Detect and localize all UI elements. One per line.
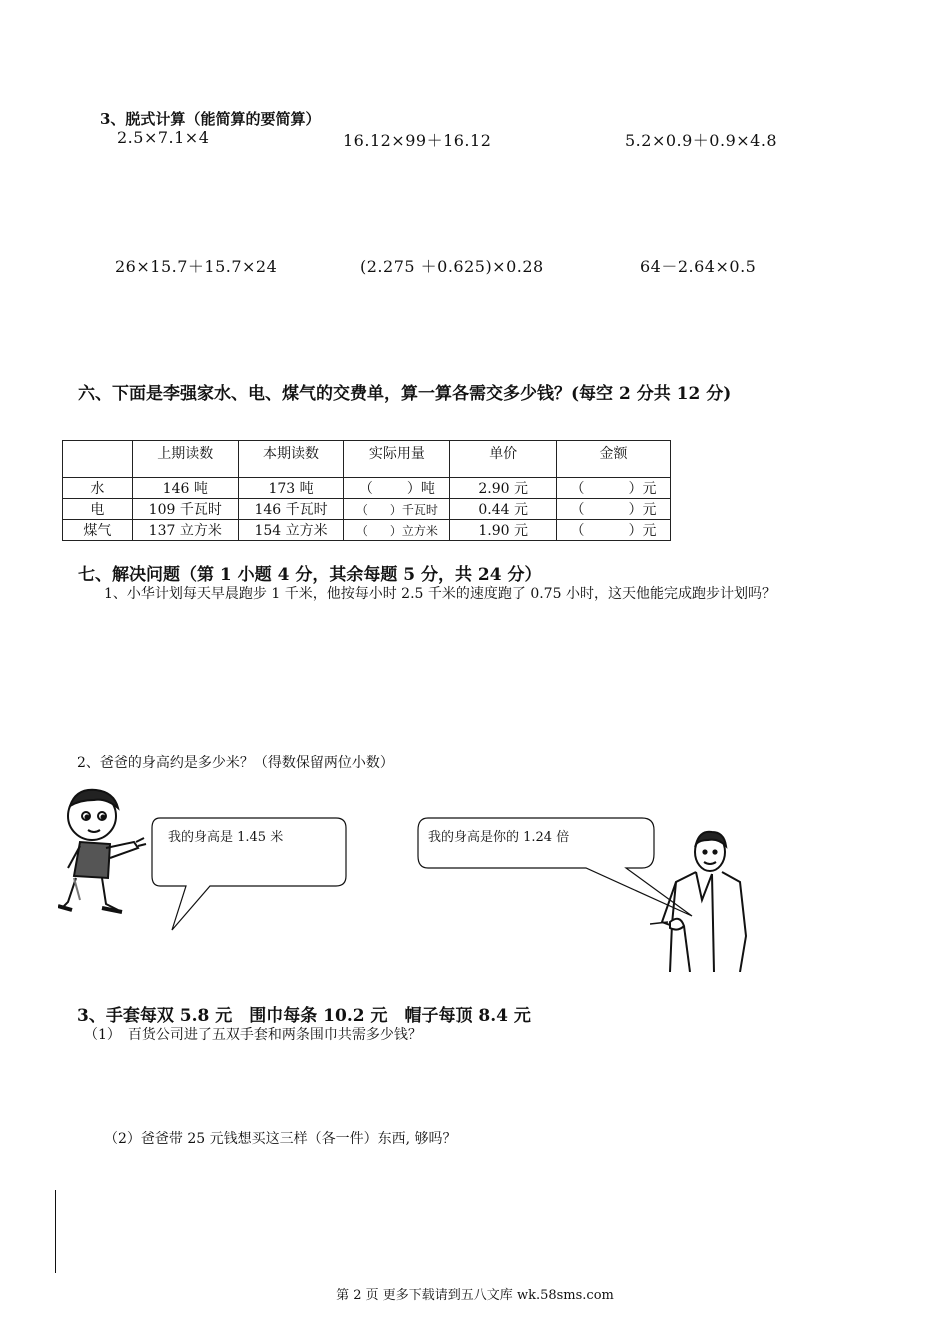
calc-expression: 64－2.64×0.5 <box>640 257 757 276</box>
blank-unit: ）元 <box>628 481 657 497</box>
section-7-heading: 七、解决问题（第 1 小题 4 分，其余每题 5 分，共 24 分） <box>78 565 542 585</box>
blank-unit: ）千瓦时 <box>389 502 438 517</box>
table-header-cell <box>63 441 133 478</box>
curr-reading: 173 吨 <box>238 478 344 499</box>
question-2: 2、爸爸的身高约是多少米？（得数保留两位小数） <box>77 755 394 771</box>
blank-unit: ）元 <box>628 502 657 518</box>
blank-unit: ）吨 <box>406 481 435 497</box>
question-3-part-1: （1） 百货公司进了五双手套和两条围巾共需多少钱？ <box>84 1027 422 1043</box>
table-header-row <box>63 441 671 478</box>
blank-open: （ <box>358 481 373 497</box>
usage-blank[interactable] <box>344 499 450 520</box>
page-footer: 第 2 页 更多下载请到五八文库 wk.58sms.com <box>336 1288 614 1303</box>
utility-bill-table <box>62 440 671 541</box>
calc-expression: 2.5×7.1×4 <box>117 128 210 147</box>
margin-line <box>55 1190 56 1273</box>
blank-open: （ <box>355 523 368 538</box>
calc-expression: 16.12×99＋16.12 <box>343 131 492 150</box>
usage-blank[interactable] <box>344 478 450 499</box>
prev-reading: 146 吨 <box>132 478 238 499</box>
amount-blank[interactable] <box>557 478 671 499</box>
calc-expression: 26×15.7＋15.7×24 <box>115 257 278 276</box>
blank-unit: ）元 <box>628 523 657 539</box>
boy-figure-illustration <box>58 786 150 918</box>
father-figure-illustration <box>650 826 748 972</box>
question-3-heading: 3、手套每双 5.8 元 围巾每条 10.2 元 帽子每顶 8.4 元 <box>77 1006 531 1026</box>
row-label: 电 <box>63 499 133 520</box>
table-header-cell: 金额 <box>557 441 671 478</box>
blank-open: （ <box>570 523 585 539</box>
question-1: 1、小华计划每天早晨跑步 1 千米，他按每小时 2.5 千米的速度跑了 0.75 小时，这天他能完成跑步计划吗？ <box>104 586 776 602</box>
table-header-cell: 单价 <box>450 441 557 478</box>
curr-reading: 154 立方米 <box>238 520 344 541</box>
blank-open: （ <box>570 502 585 518</box>
prev-reading: 109 千瓦时 <box>132 499 238 520</box>
blank-unit: ）立方米 <box>389 523 438 538</box>
unit-price: 1.90 元 <box>450 520 557 541</box>
table-header-cell: 本期读数 <box>238 441 344 478</box>
amount-blank[interactable] <box>557 520 671 541</box>
section-6-heading: 六、下面是李强家水、电、煤气的交费单，算一算各需交多少钱？(每空 2 分共 12 分) <box>78 384 732 404</box>
calc-heading: 3、脱式计算（能简算的要简算） <box>100 110 321 128</box>
table-row <box>63 478 671 499</box>
table-header-cell: 上期读数 <box>132 441 238 478</box>
question-3-part-2: （2）爸爸带 25 元钱想买这三样（各一件）东西, 够吗？ <box>104 1131 457 1147</box>
calc-expression: (2.275 ＋0.625)×0.28 <box>360 257 544 276</box>
father-bubble-text: 我的身高是你的 1.24 倍 <box>428 830 570 845</box>
amount-blank[interactable] <box>557 499 671 520</box>
table-header-cell: 实际用量 <box>344 441 450 478</box>
prev-reading: 137 立方米 <box>132 520 238 541</box>
child-bubble-text: 我的身高是 1.45 米 <box>168 830 284 845</box>
table-row <box>63 499 671 520</box>
unit-price: 0.44 元 <box>450 499 557 520</box>
table-row <box>63 520 671 541</box>
unit-price: 2.90 元 <box>450 478 557 499</box>
usage-blank[interactable] <box>344 520 450 541</box>
row-label: 煤气 <box>63 520 133 541</box>
calc-expression: 5.2×0.9＋0.9×4.8 <box>625 131 778 150</box>
row-label: 水 <box>63 478 133 499</box>
blank-open: （ <box>355 502 368 517</box>
curr-reading: 146 千瓦时 <box>238 499 344 520</box>
blank-open: （ <box>570 481 585 497</box>
